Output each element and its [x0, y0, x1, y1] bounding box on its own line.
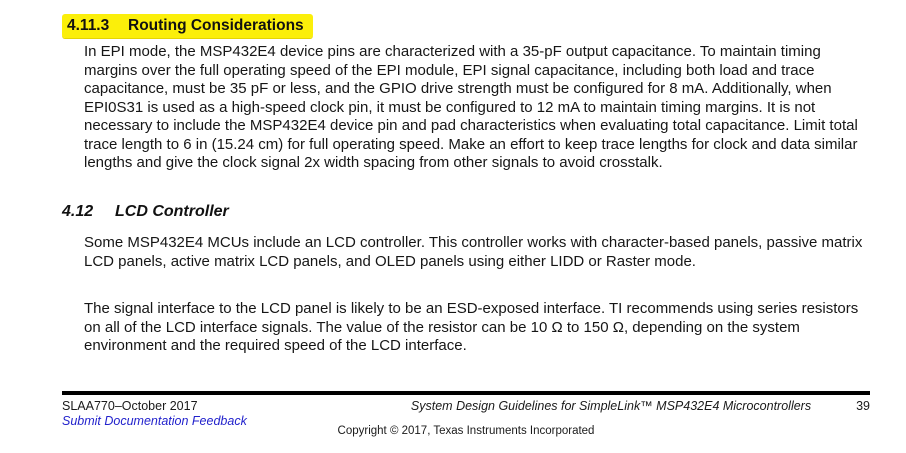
footer-page-number: 39: [856, 399, 870, 413]
section-title: LCD Controller: [115, 203, 229, 220]
footer-doc-id: SLAA770–October 2017: [62, 399, 198, 413]
section-number: 4.12: [62, 203, 94, 220]
footer-right-block: [411, 399, 870, 413]
footer-copyright: Copyright © 2017, Texas Instruments Incorporated: [337, 425, 595, 437]
footer-doc-title: System Design Guidelines for SimpleLink™ MSP432E4 Microcontrollers: [410, 399, 812, 413]
paragraph-lcd-esd: The signal interface to the LCD panel is likely to be an ESD-exposed interface. TI recommends using series resistors on all of the LCD interface signals. The value of the resistor can be 10 Ω to 150 Ω, depending on the system environment and the required speed of the LCD interface.: [84, 300, 859, 354]
submit-feedback-link[interactable]: Submit Documentation Feedback: [62, 414, 247, 428]
paragraph-epi-routing: In EPI mode, the MSP432E4 device pins are characterized with a 35-pF output capacitance. To maintain timing margins over the full operating speed of the EPI module, EPI signal capacitance, including both load and trace capacitance, must be 35 pF or less, and the GPIO drive strength must be configured for 8 mA. Additionally, when EPI0S31 is used as a high-speed clock pin, it must be configured to 12 mA to maintain timing margins. It is not necessary to include the MSP432E4 device pin and pad characteristics when evaluating total capacitance. Limit total trace length to 6 in (15.24 cm) for full operating speed. Make an effort to keep trace lengths for clock and data similar lengths and give the clock signal 2x width spacing from other signals to avoid crosstalk.: [84, 43, 858, 171]
section-title: Routing Considerations: [128, 17, 304, 34]
section-heading-4-11-3: [62, 17, 313, 35]
section-heading-4-12: [62, 203, 229, 221]
yellow-highlight: [62, 14, 313, 38]
page-footer: [0, 391, 906, 453]
paragraph-lcd-overview: Some MSP432E4 MCUs include an LCD controller. This controller works with character-based panels, passive matrix LCD panels, active matrix LCD panels, and OLED panels using either LIDD or Raster mode.: [84, 234, 863, 270]
section-number: 4.11.3: [67, 17, 110, 34]
footer-rule: [62, 391, 870, 395]
